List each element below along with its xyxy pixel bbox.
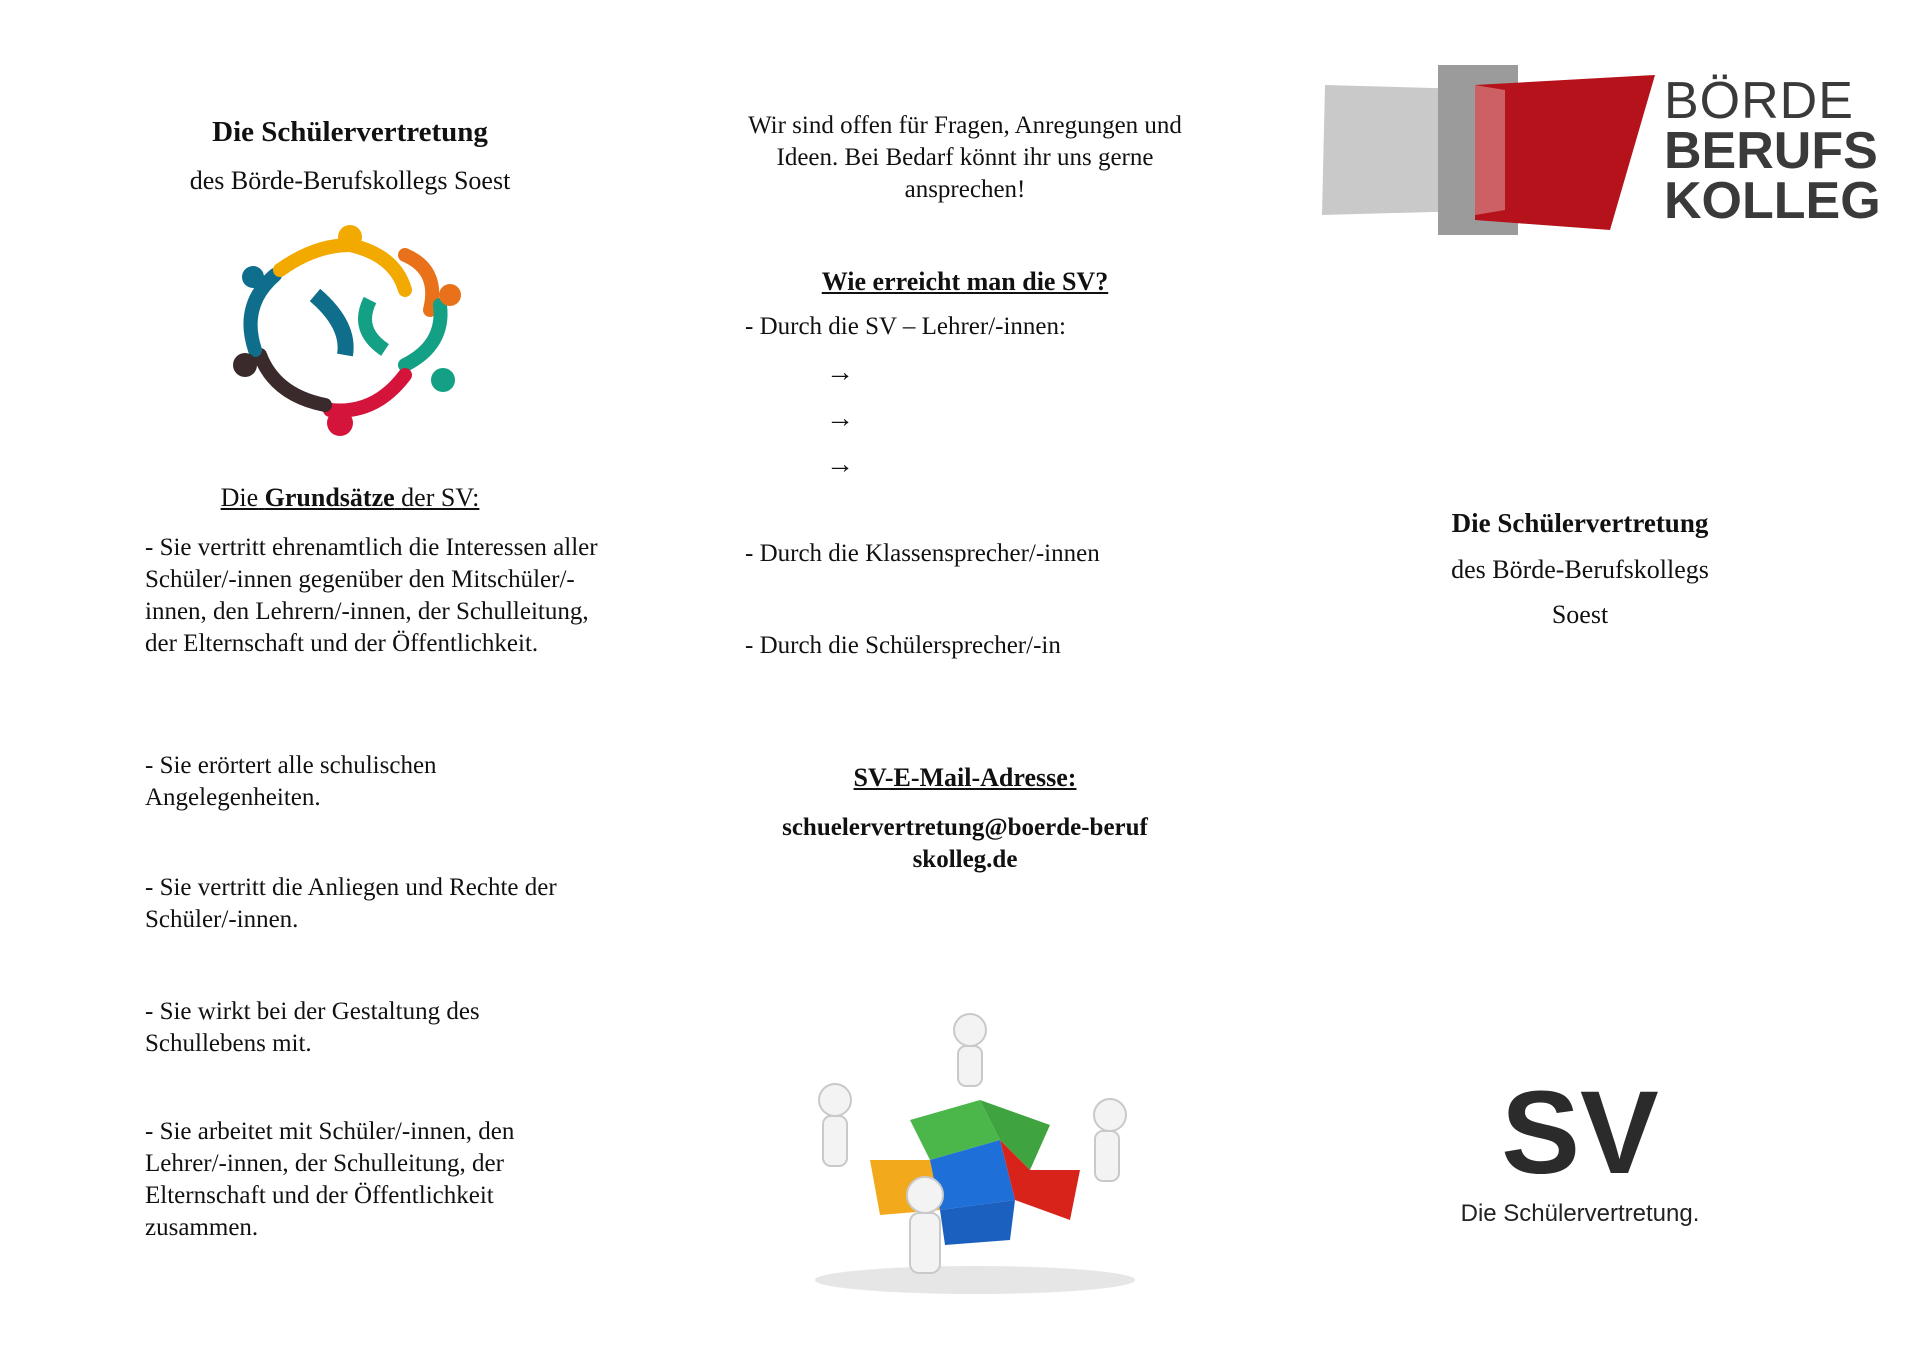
right-title: Die Schülervertretung	[1451, 508, 1709, 538]
email-address[interactable]: schuelervertretung@boerde-berufskolleg.de	[782, 814, 1148, 873]
principles-heading: Die Grundsätze der SV:	[220, 483, 480, 512]
email-heading: SV-E-Mail-Adresse:	[853, 763, 1077, 792]
right-subtitle: des Börde-Berufskollegs	[1451, 555, 1709, 584]
arrow-icon: →	[826, 403, 854, 434]
intro-text: Wir sind offen für Fragen, Anregungen und Ideen. Bei Bedarf könnt ihr uns gerne ansprechen!	[748, 112, 1182, 203]
sv-logo	[1495, 1075, 1665, 1185]
reach-heading: Wie erreicht man die SV?	[821, 267, 1109, 296]
left-subtitle: des Börde-Berufskollegs Soest	[189, 166, 511, 195]
school-logo-text: BÖRDE BERUFS KOLLEG	[1664, 72, 1881, 230]
reach-teachers: - Durch die SV – Lehrer/-innen:	[745, 313, 1066, 340]
people-circle-icon	[205, 215, 495, 440]
principle-item: - Sie vertritt die Anliegen und Rechte der Schüler/-innen.	[145, 874, 557, 933]
right-subtitle-city: Soest	[1551, 600, 1609, 629]
sv-logo-text: SV	[1501, 1075, 1659, 1185]
principle-item: - Sie erörtert alle schulischen Angelegenheiten.	[145, 752, 437, 811]
arrow-icon: →	[826, 449, 854, 480]
left-title: Die Schülervertretung	[212, 116, 488, 148]
principle-item: - Sie wirkt bei der Gestaltung des Schullebens mit.	[145, 998, 480, 1057]
sv-caption: Die Schülervertretung.	[1460, 1200, 1700, 1227]
arrow-icon: →	[826, 357, 854, 388]
principle-item: - Sie arbeitet mit Schüler/-innen, den Lehrer/-innen, der Schulleitung, der Elternschaft und der Öffentlichkeit zusammen.	[145, 1118, 515, 1241]
reach-student-reps: - Durch die Schülersprecher/-in	[745, 632, 1061, 659]
puzzle-team-icon	[790, 1010, 1160, 1300]
principle-item: - Sie vertritt ehrenamtlich die Interessen aller Schüler/-innen gegenüber den Mitschüler/-innen, den Lehrern/-innen, der Schulleitung, der Elternschaft und der Öffentlichkeit.	[145, 534, 598, 657]
reach-class-reps: - Durch die Klassensprecher/-innen	[745, 540, 1100, 567]
